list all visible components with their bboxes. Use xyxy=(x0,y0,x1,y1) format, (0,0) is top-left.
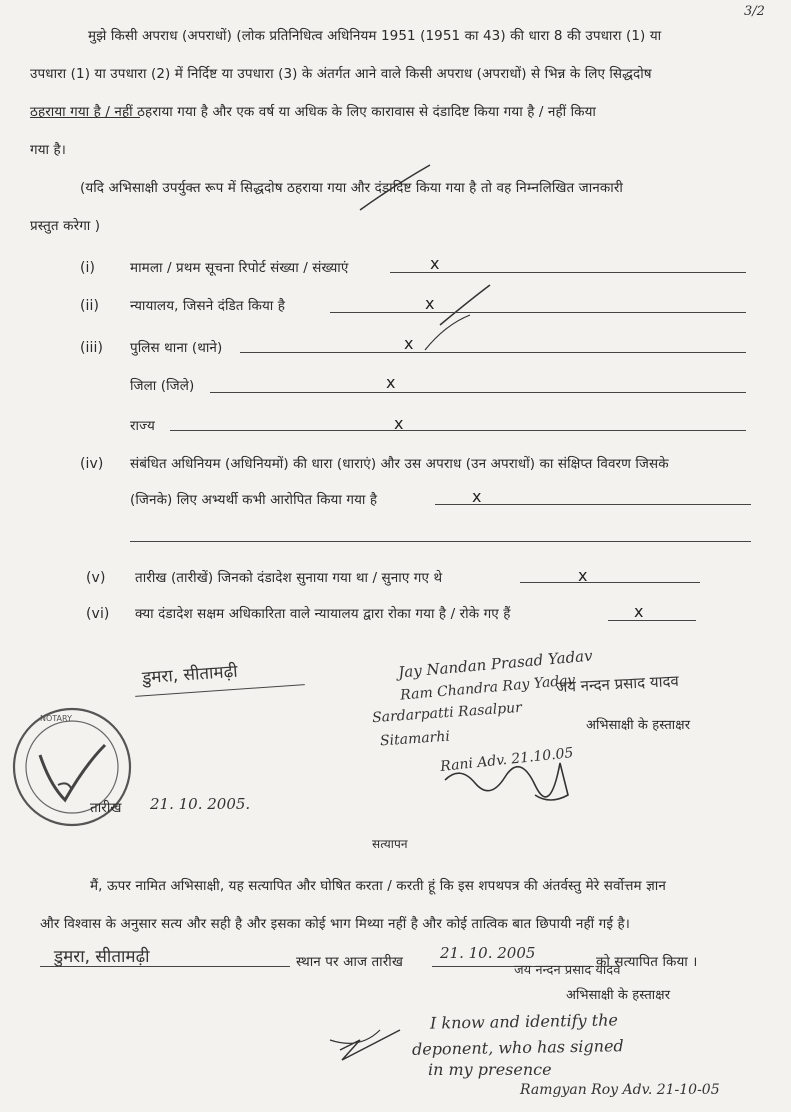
item-label: जिला (जिले) xyxy=(130,378,195,394)
advocate-note-line2: deponent, who has signed xyxy=(411,1036,624,1059)
page-number: 3/2 xyxy=(744,4,765,19)
strike-mark xyxy=(30,117,140,118)
item-number: (vi) xyxy=(86,606,110,622)
item-number: (i) xyxy=(80,260,96,276)
verification-line2: और विश्वास के अनुसार सत्य और सही है और इसका कोई भाग मिथ्या नहीं है और कोई तात्विक बात छिपायी नहीं गई है। xyxy=(40,916,630,932)
verification-place-text: स्थान पर आज तारीख xyxy=(296,954,404,970)
fill-line xyxy=(390,272,746,273)
stamp-line: Rani Adv. 21.10.05 xyxy=(439,745,575,775)
item-label: (जिनके) लिए अभ्यर्थी कभी आरोपित किया गया है xyxy=(130,492,378,508)
item-number: (v) xyxy=(86,570,106,586)
cross-mark: x xyxy=(386,373,396,392)
advocate-signature: Ramgyan Roy Adv. 21-10-05 xyxy=(520,1082,720,1098)
para1-line3: ठहराया गया है / नहीं ठहराया गया है और एक वर्ष या अधिक के लिए कारावास से दंडादिष्ट किया गया है / नहीं किया xyxy=(30,104,597,120)
verification-date-handwritten: 21. 10. 2005 xyxy=(440,944,536,962)
fill-line xyxy=(330,312,746,313)
stamp-line: Sitamarhi xyxy=(379,728,451,750)
verification-deponent-signature: जय नन्दन प्रसाद यादव xyxy=(514,963,621,978)
notary-seal-icon xyxy=(10,685,140,855)
fill-line xyxy=(170,430,746,431)
cross-mark: x xyxy=(472,487,482,506)
item-label: न्यायालय, जिसने दंडित किया है xyxy=(130,298,286,314)
advocate-note-line3: in my presence xyxy=(428,1060,552,1079)
item-number: (iv) xyxy=(80,456,104,472)
cross-mark: x xyxy=(394,414,404,433)
advocate-bracket-icon xyxy=(330,1020,410,1070)
cross-mark: x xyxy=(404,334,414,353)
fill-line xyxy=(240,352,746,353)
fill-line xyxy=(40,966,290,967)
verification-line1: मैं, ऊपर नामित अभिसाक्षी, यह सत्यापित और घोषित करता / करती हूं कि इस शपथपत्र की अंतर्वस्तु मेरे सर्वोत्तम ज्ञान xyxy=(90,878,666,894)
item-label: क्या दंडादेश सक्षम अधिकारिता वाले न्यायालय द्वारा रोका गया है / रोके गए हैं xyxy=(135,606,511,622)
cross-mark: x xyxy=(430,254,440,273)
cross-mark: x xyxy=(425,294,435,313)
verification-verified-text: को सत्यापित किया । xyxy=(596,954,698,970)
deponent-signature: जय नन्दन प्रसाद यादव xyxy=(555,671,680,697)
item-label: मामला / प्रथम सूचना रिपोर्ट संख्या / संख्याएं xyxy=(130,260,349,276)
stamp-line: Jay Nandan Prasad Yadav xyxy=(397,646,594,682)
para2-line1: (यदि अभिसाक्षी उपर्युक्त रूप में सिद्धदोष ठहराया गया और दंडादिष्ट किया गया है तो वह निम्नलिखित जानकारी xyxy=(80,180,623,196)
para2-line2: प्रस्तुत करेगा ) xyxy=(30,218,101,234)
item-number: (iii) xyxy=(80,340,104,356)
place-handwritten: डुमरा, सीतामढ़ी xyxy=(141,661,239,689)
verification-heading: सत्यापन xyxy=(372,837,408,851)
para1-line1: मुझे किसी अपराध (अपराधों) (लोक प्रतिनिधित्व अधिनियम 1951 (1951 का 43) की धारा 8 की उपधारा (1) या xyxy=(88,28,662,44)
item-label: तारीख (तारीखें) जिनको दंडादेश सुनाया गया था / सुनाए गए थे xyxy=(135,570,443,586)
item-label: पुलिस थाना (थाने) xyxy=(130,340,223,356)
para1-line4: गया है। xyxy=(30,142,67,158)
fill-line xyxy=(210,392,746,393)
fill-line xyxy=(435,504,751,505)
stamp-line: Ram Chandra Ray Yadav xyxy=(399,672,577,704)
date-handwritten: 21. 10. 2005. xyxy=(150,795,251,813)
deponent-label: अभिसाक्षी के हस्ताक्षर xyxy=(586,718,691,733)
item-label: राज्य xyxy=(130,418,155,434)
item-label: संबंधित अधिनियम (अधिनियमों) की धारा (धाराएं) और उस अपराध (उन अपराधों) का संक्षिप्त विवरण जिसके xyxy=(130,456,669,472)
svg-text:NOTARY: NOTARY xyxy=(40,714,72,723)
fill-line xyxy=(130,541,751,542)
stamp-line: Sardarpatti Rasalpur xyxy=(371,699,523,727)
signature-scribble-icon xyxy=(440,755,590,815)
verification-deponent-label: अभिसाक्षी के हस्ताक्षर xyxy=(566,988,671,1003)
cross-mark: x xyxy=(634,602,644,621)
fill-line xyxy=(520,582,700,583)
verification-place-handwritten: डुमरा, सीतामढ़ी xyxy=(54,947,150,967)
stamp-faded-lines xyxy=(322,665,382,785)
fill-line xyxy=(608,620,696,621)
cross-mark: x xyxy=(578,566,588,585)
date-label: तारीख xyxy=(90,800,122,816)
para1-line2: उपधारा (1) या उपधारा (2) में निर्दिष्ट या उपधारा (3) के अंतर्गत आने वाले किसी अपराध (अपराधों) से भिन्न के लिए सिद्धदोष xyxy=(30,66,652,82)
item-number: (ii) xyxy=(80,298,100,314)
advocate-note-line1: I know and identify the xyxy=(429,1010,619,1033)
